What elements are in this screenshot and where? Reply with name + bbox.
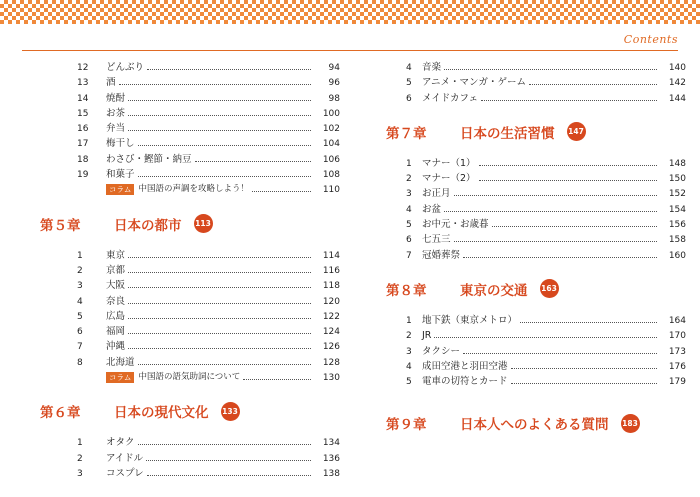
toc-entry[interactable] xyxy=(40,91,340,106)
toc-entry[interactable] xyxy=(40,152,340,167)
leader-dots xyxy=(146,451,311,461)
entry-number: 2 xyxy=(406,174,412,185)
entry-title: 成田空港と羽田空港 xyxy=(422,360,508,372)
leader-dots xyxy=(492,217,657,227)
column-badge: コラム xyxy=(106,372,134,383)
entry-number: 7 xyxy=(406,250,412,261)
entry-number: 3 xyxy=(77,281,83,292)
leader-dots xyxy=(128,248,311,258)
chapter-title: 日本の生活習慣 xyxy=(460,125,555,142)
entry-title: マナー（2） xyxy=(422,173,476,185)
entry-title: 福岡 xyxy=(106,326,126,338)
page-number: 122 xyxy=(322,311,340,322)
leader-dots xyxy=(252,182,311,192)
toc-entry[interactable] xyxy=(40,294,340,309)
header-rule xyxy=(22,50,678,51)
leader-dots xyxy=(147,60,311,70)
toc-entry[interactable] xyxy=(40,339,340,354)
entry-title: コスプレ xyxy=(106,467,144,479)
page-number: 176 xyxy=(668,361,686,372)
leader-dots xyxy=(128,106,311,116)
toc-left-column xyxy=(40,60,340,481)
entry-number: 5 xyxy=(406,377,412,388)
chapter-title: 東京の交通 xyxy=(460,282,528,299)
leader-dots xyxy=(463,248,657,258)
entry-title: 焼酎 xyxy=(106,92,126,104)
page-number: 148 xyxy=(668,158,686,169)
chapter-heading-6[interactable] xyxy=(40,393,340,429)
leader-dots xyxy=(444,60,657,70)
page-number: 116 xyxy=(322,265,340,276)
page-number: 96 xyxy=(328,78,340,89)
leader-dots xyxy=(138,355,311,365)
entry-number: 4 xyxy=(406,361,412,372)
entry-number: 18 xyxy=(77,154,89,165)
toc-entry[interactable] xyxy=(40,451,340,466)
entry-title: 和菓子 xyxy=(106,169,135,181)
page-number: 94 xyxy=(328,63,340,73)
page-number: 138 xyxy=(322,468,340,479)
leader-dots xyxy=(481,91,657,101)
chapter-page-badge: 163 xyxy=(540,279,559,298)
entry-title: お正月 xyxy=(422,188,451,200)
chapter-title: 日本の現代文化 xyxy=(114,405,209,422)
chapter-page-badge: 147 xyxy=(567,122,586,141)
entry-title: JR xyxy=(422,330,432,342)
entry-number: 5 xyxy=(77,311,83,322)
page-number: 164 xyxy=(668,315,686,326)
toc-entry[interactable] xyxy=(40,278,340,293)
toc-entry[interactable] xyxy=(386,186,686,201)
toc-column-entry[interactable] xyxy=(40,182,340,197)
chapter-page-badge: 133 xyxy=(221,402,240,421)
leader-dots xyxy=(454,232,657,242)
leader-dots xyxy=(434,328,657,338)
entry-title: 北海道 xyxy=(106,356,135,368)
leader-dots xyxy=(138,136,311,146)
leader-dots xyxy=(520,313,657,323)
entry-number: 12 xyxy=(77,63,89,73)
column-title: 中国語の声調を攻略しよう！ xyxy=(138,184,249,195)
chapter-label: 第７章 xyxy=(386,125,427,142)
entry-title: 奈良 xyxy=(106,295,126,307)
page-number: 128 xyxy=(322,357,340,368)
page-number: 114 xyxy=(322,250,340,261)
entry-title: 地下鉄（東京メトロ） xyxy=(422,314,518,326)
leader-dots xyxy=(128,294,311,304)
leader-dots xyxy=(128,278,311,288)
page-number: 158 xyxy=(668,235,686,246)
leader-dots xyxy=(243,370,311,380)
entry-number: 2 xyxy=(77,265,83,276)
page-number: 118 xyxy=(322,281,340,292)
toc-entry[interactable] xyxy=(40,60,340,75)
toc-right-column xyxy=(386,60,686,441)
toc-entry[interactable] xyxy=(40,121,340,136)
toc-entry[interactable] xyxy=(40,248,340,263)
toc-entry[interactable] xyxy=(386,232,686,247)
entry-number: 6 xyxy=(406,93,412,104)
page-number: 124 xyxy=(322,327,340,338)
entry-number: 3 xyxy=(406,189,412,200)
entry-title: お茶 xyxy=(106,107,126,119)
entry-title: お中元・お歳暮 xyxy=(422,219,489,231)
entry-title: 冠婚葬祭 xyxy=(422,249,461,261)
entry-number: 5 xyxy=(406,220,412,231)
entry-number: 2 xyxy=(77,453,83,464)
entry-title: マナー（1） xyxy=(422,157,476,169)
toc-column-entry[interactable] xyxy=(40,370,340,385)
leader-dots xyxy=(444,202,657,212)
entry-number: 3 xyxy=(77,468,83,479)
toc-entry[interactable] xyxy=(40,106,340,121)
toc-entry[interactable] xyxy=(386,217,686,232)
entry-title: 酒 xyxy=(106,77,116,89)
page-number: 98 xyxy=(328,93,340,104)
leader-dots xyxy=(128,263,311,273)
toc-entry[interactable] xyxy=(386,359,686,374)
entry-number: 4 xyxy=(406,63,412,73)
page-number: 102 xyxy=(322,124,340,135)
chapter-label: 第５章 xyxy=(40,217,81,234)
entry-number: 19 xyxy=(77,170,89,181)
toc-entry[interactable] xyxy=(386,344,686,359)
entry-number: 5 xyxy=(406,78,412,89)
entry-title: 広島 xyxy=(106,310,126,322)
checkered-header-band xyxy=(0,0,700,24)
chapter-page-badge: 113 xyxy=(194,214,213,233)
toc-entry[interactable] xyxy=(386,91,686,106)
toc-entry[interactable] xyxy=(40,435,340,450)
entry-title: 音楽 xyxy=(422,62,442,73)
toc-entry[interactable] xyxy=(40,355,340,370)
entry-number: 1 xyxy=(77,438,83,449)
entry-title: 沖縄 xyxy=(106,341,126,353)
toc-entry[interactable] xyxy=(40,263,340,278)
entry-title: 七五三 xyxy=(422,234,451,246)
page-number: 140 xyxy=(668,63,686,73)
leader-dots xyxy=(128,309,311,319)
leader-dots xyxy=(479,171,657,181)
toc-entry[interactable] xyxy=(40,466,340,481)
page-number: 104 xyxy=(322,139,340,150)
entry-number: 7 xyxy=(77,342,83,353)
entry-number: 3 xyxy=(406,346,412,357)
leader-dots xyxy=(463,344,657,354)
page-number: 170 xyxy=(668,331,686,342)
page-number: 150 xyxy=(668,174,686,185)
column-badge: コラム xyxy=(106,184,134,195)
leader-dots xyxy=(128,91,311,101)
leader-dots xyxy=(195,152,311,162)
chapter-heading-5[interactable] xyxy=(40,206,340,242)
column-title: 中国語の語気助詞について xyxy=(138,372,241,383)
entry-title: 大阪 xyxy=(106,280,126,292)
leader-dots xyxy=(138,167,311,177)
chapter-page-badge: 183 xyxy=(621,414,640,433)
entry-title: お盆 xyxy=(422,203,442,215)
page-number: 179 xyxy=(668,377,686,388)
chapter-title: 日本の都市 xyxy=(114,217,182,234)
chapter-label: 第６章 xyxy=(40,405,81,422)
entry-number: 16 xyxy=(77,124,89,135)
page-number: 126 xyxy=(322,342,340,353)
page-number: 144 xyxy=(668,93,686,104)
entry-number: 1 xyxy=(406,315,412,326)
chapter-heading-7[interactable] xyxy=(386,114,686,150)
toc-entry[interactable] xyxy=(386,328,686,343)
leader-dots xyxy=(138,435,311,445)
entry-title: わさび・鰹節・納豆 xyxy=(106,153,192,165)
leader-dots xyxy=(529,75,657,85)
entry-number: 4 xyxy=(77,296,83,307)
leader-dots xyxy=(119,75,311,85)
toc-entry[interactable] xyxy=(386,374,686,389)
toc-entry[interactable] xyxy=(40,136,340,151)
toc-entry[interactable] xyxy=(40,309,340,324)
leader-dots xyxy=(479,156,657,166)
chapter-heading-9[interactable] xyxy=(386,405,686,441)
leader-dots xyxy=(128,324,311,334)
entry-number: 1 xyxy=(406,158,412,169)
entry-title: メイドカフェ xyxy=(422,92,479,104)
entry-number: 15 xyxy=(77,108,89,119)
page-number: 130 xyxy=(322,373,340,384)
page-header-title: Contents xyxy=(623,33,678,46)
leader-dots xyxy=(147,466,311,476)
page-number: 152 xyxy=(668,189,686,200)
page-number: 142 xyxy=(668,78,686,89)
chapter-title: 日本人へのよくある質問 xyxy=(460,417,609,434)
entry-title: 梅干し xyxy=(106,138,135,150)
page-number: 154 xyxy=(668,204,686,215)
entry-title: どんぶり xyxy=(106,62,145,73)
entry-number: 1 xyxy=(77,250,83,261)
entry-title: アイドル xyxy=(106,452,144,464)
chapter-heading-8[interactable] xyxy=(386,271,686,307)
chapter-label: 第８章 xyxy=(386,282,427,299)
toc-entry[interactable] xyxy=(40,75,340,90)
entry-title: 京都 xyxy=(106,264,126,276)
toc-entry[interactable] xyxy=(386,60,686,75)
entry-number: 4 xyxy=(406,204,412,215)
entry-number: 8 xyxy=(77,357,83,368)
leader-dots xyxy=(511,374,657,384)
page-number: 106 xyxy=(322,154,340,165)
chapter-label: 第９章 xyxy=(386,417,427,434)
page-number: 173 xyxy=(668,346,686,357)
page-number: 160 xyxy=(668,250,686,261)
page-number: 136 xyxy=(322,453,340,464)
page-number: 156 xyxy=(668,220,686,231)
entry-title: アニメ・マンガ・ゲーム xyxy=(422,77,527,89)
leader-dots xyxy=(454,186,657,196)
leader-dots xyxy=(128,339,311,349)
entry-title: 電車の切符とカード xyxy=(422,376,508,388)
toc-entry[interactable] xyxy=(386,75,686,90)
entry-number: 2 xyxy=(406,331,412,342)
toc-entry[interactable] xyxy=(40,167,340,182)
entry-number: 6 xyxy=(406,235,412,246)
toc-entry[interactable] xyxy=(386,202,686,217)
page-number: 110 xyxy=(322,185,340,196)
page-number: 108 xyxy=(322,170,340,181)
toc-entry[interactable] xyxy=(386,156,686,171)
page-number: 120 xyxy=(322,296,340,307)
toc-entry[interactable] xyxy=(386,248,686,263)
entry-number: 13 xyxy=(77,78,89,89)
entry-title: 東京 xyxy=(106,249,126,261)
entry-title: タクシー xyxy=(422,345,461,357)
entry-title: オタク xyxy=(106,437,135,449)
page-number: 134 xyxy=(322,438,340,449)
toc-entry[interactable] xyxy=(40,324,340,339)
entry-number: 17 xyxy=(77,139,89,150)
toc-entry[interactable] xyxy=(386,313,686,328)
entry-number: 6 xyxy=(77,327,83,338)
leader-dots xyxy=(511,359,657,369)
leader-dots xyxy=(128,121,311,131)
page-number: 100 xyxy=(322,108,340,119)
entry-number: 14 xyxy=(77,93,89,104)
entry-title: 弁当 xyxy=(106,123,126,135)
toc-entry[interactable] xyxy=(386,171,686,186)
